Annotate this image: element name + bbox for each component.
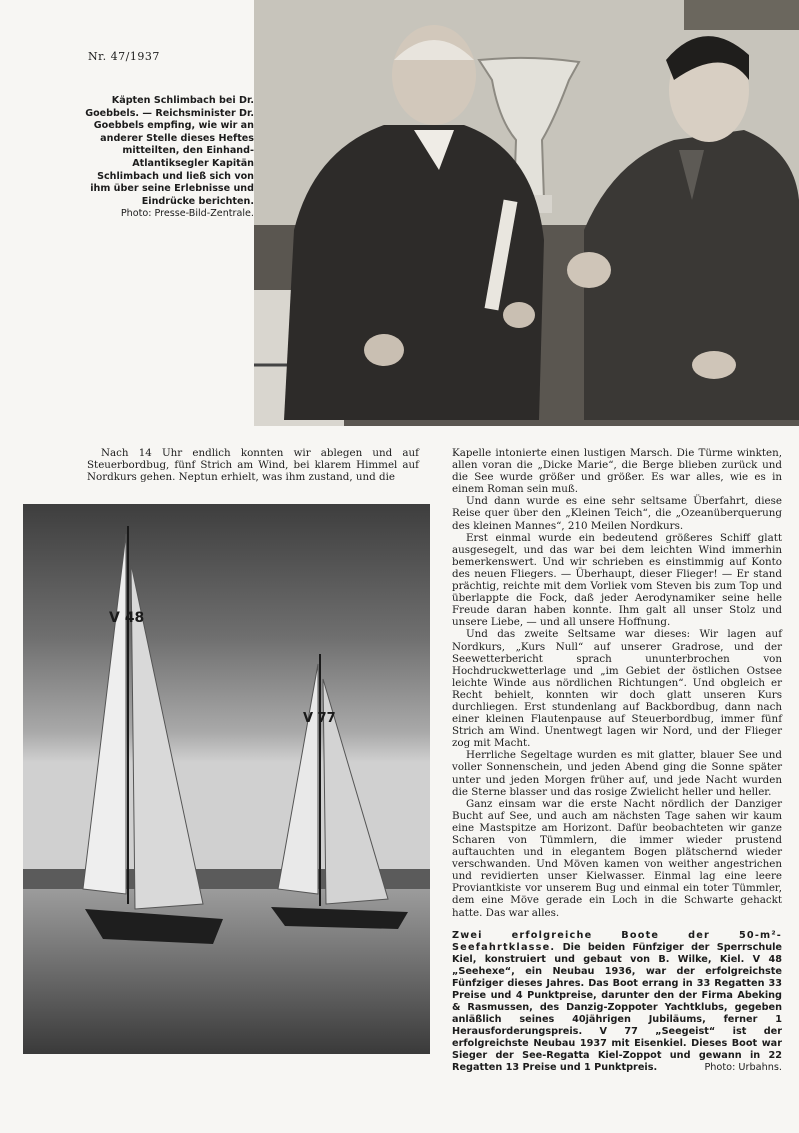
boat2-sail-number: V 77 [303, 711, 336, 726]
text-column-left [87, 447, 419, 483]
right-paragraph-4: Und das zweite Seltsame war dieses: Wir lagen auf Nordkurs, „Kurs Null“ auf unserer Gradrose, und der Seewetterbericht sprach ununterbrochen von Hochdruckwetterlage und „im Gebiet der östlichen Ostsee leichte Winde aus nördlichen Richtungen“. Und obgleich er Recht behielt, konnten wir doch glatt unseren Kurs durchliegen. Erst stundenlang auf Backbordbug, dann nach einer kleinen Flautenpause auf Steuerbordbug, immer fünf Strich am Wind. Unentwegt lagen wir Nord, und der Flieger zog mit Macht. [452, 628, 782, 750]
top-photo-caption [84, 95, 254, 221]
right-paragraph-1: Kapelle intonierte einen lustigen Marsch. Die Türme winkten, allen voran die „Dicke Marie“, die Berge blieben zurück und die See wurde größer und größer. Es war alles, wie es in einem Roman sein muß. [452, 447, 782, 496]
bottom-caption-lead: Zwei erfolgreiche Boote der 50-m²-Seefahrtklasse. [452, 930, 782, 953]
top-caption-text: Käpten Schlimbach bei Dr. Goebbels. — Reichsminister Dr. Goebbels empfing, wie wir an anderer Stelle dieses Heftes mitteilten, den Einhand-Atlantiksegler Kapitän Schlimbach und ließ sich von ihm über seine Erlebnisse und Eindrücke berichten. [85, 95, 254, 207]
right-paragraph-6: Ganz einsam war die erste Nacht nördlich der Danziger Bucht auf See, und auch am nächsten Tage sahen wir kaum eine Mastspitze am Horizont. Dafür beobachteten wir ganze Scharen von Tümmlern, die immer wieder prustend auftauchten und in elegantem Bogen plätschernd wieder verschwanden. Und Möven kamen von weither angestrichen und revidierten unser Kielwasser. Einmal lag eine leere Proviantkiste vor unserem Bug und einmal ein toter Tümmler, dem eine Möve gerade ein Loch in die Schwarte gehackt hatte. Das war alles. [452, 797, 782, 919]
right-paragraph-3: Erst einmal wurde ein bedeutend größeres Schiff glatt ausgesegelt, und das war bei dem leichten Wind immerhin bemerkenswert. Und wir schrieben es einstimmig auf Konto des neuen Fliegers. — Überhaupt, dieser Flieger! — Er stand prächtig, reichte mit dem Vorliek vom Steven bis zum Top und überlappte die Fock, daß jeder Aerodynamiker seine helle Freude daran haben konnte. Ihm galt all unser Stolz und unsere Liebe, — und all unsere Hoffnung. [452, 531, 782, 629]
top-caption-credit: Photo: Presse-Bild-Zentrale. [120, 208, 254, 220]
photo-two-sailboats [23, 504, 430, 1054]
photo-sailboats-illustration [23, 504, 430, 1054]
bottom-caption-text: Die beiden Fünfziger der Sperrschule Kiel, konstruiert und gebaut von B. Wilke, Kiel. V 48 „Seehexe“, ein Neubau 1936, war der erfolgreichste Fünfziger dieses Jahres. Das Boot errang in 33 Regatten 33 Preise und 4 Punktpreise, darunter den der Firma Abeking & Rasmussen, des Danzig-Zoppoter Yachtklubs, gegeben anläßlich seines 40jährigen Jubiläums, ferner 1 Herausforderungspreis. V 77 „Seegeist“ ist der erfolgreichste Neubau 1937 mit Eisenkiel. Dieses Boot war Sieger der See-Regatta Kiel-Zoppot und gewann in 22 Regatten 13 Preise und 1 Punktpreis. [452, 942, 783, 1073]
photo-two-men [254, 0, 799, 426]
right-paragraph-5: Herrliche Segeltage wurden es mit glatter, blauer See und voller Sonnenschein, und jeden Abend ging die Sonne später unter und jeden Morgen früher auf, und jede Nacht wurden die Sterne blasser und das rosige Zwielicht heller und heller. [452, 749, 782, 798]
left-paragraph-1: Nach 14 Uhr endlich konnten wir ablegen und auf Steuerbordbug, fünf Strich am Wind, bei klarem Himmel auf Nordkurs gehen. Neptun erhielt, was ihm zustand, und die [87, 447, 419, 484]
right-paragraph-2: Und dann wurde es eine sehr seltsame Überfahrt, diese Reise quer über den „Kleinen Teich“, die „Ozeanüberquerung des kleinen Mannes“, 210 Meilen Nordkurs. [452, 495, 782, 532]
page-number: Nr. 47/1937 [88, 50, 160, 63]
bottom-caption-credit: Photo: Urbahns. [704, 1062, 782, 1073]
photo-two-men-illustration [254, 0, 799, 426]
boat1-sail-number: V 48 [109, 610, 145, 626]
bottom-photo-caption [452, 930, 782, 1074]
text-column-right [452, 447, 782, 919]
